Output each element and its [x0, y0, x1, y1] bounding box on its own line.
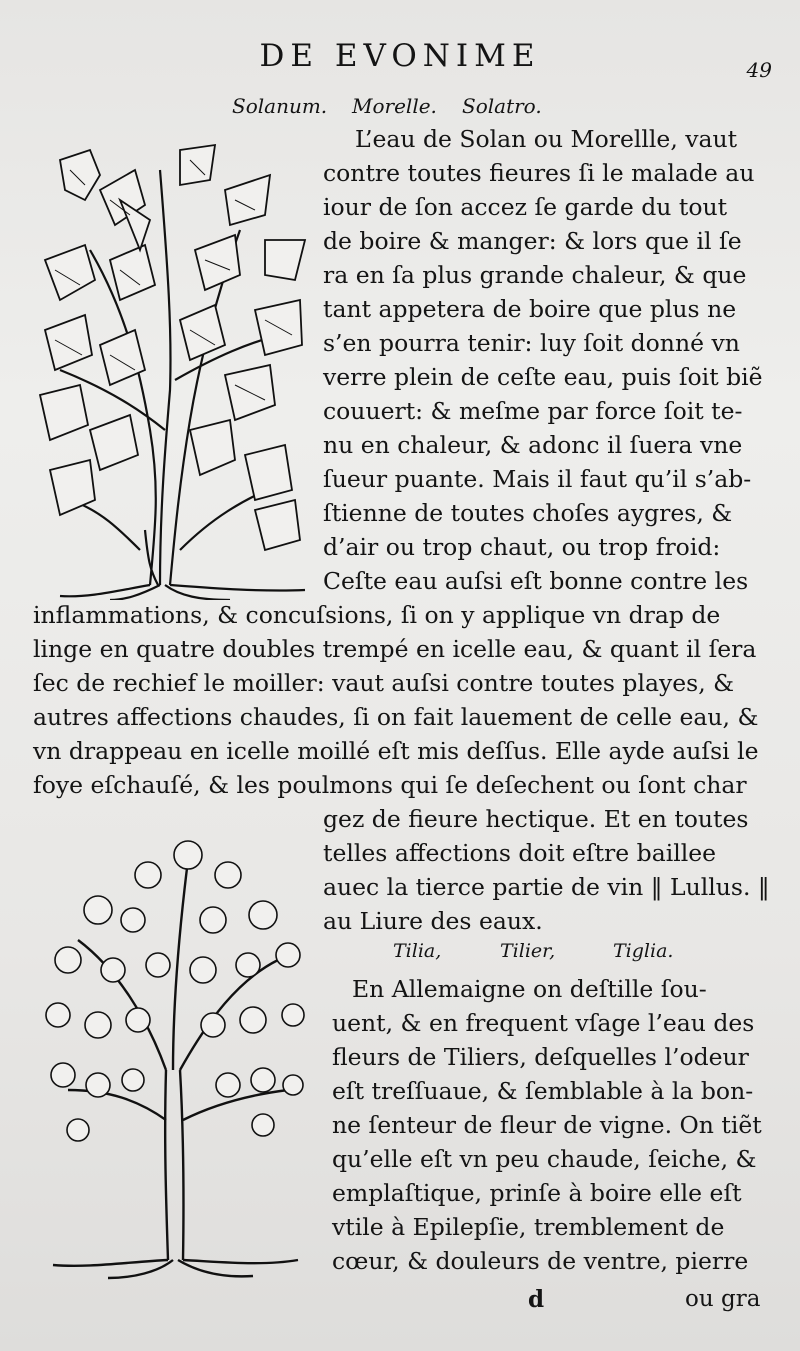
plant-name-french: Morelle.: [352, 94, 437, 118]
text-line: ne ſenteur de fleur de vigne. On tiẽt: [332, 1111, 762, 1139]
text-line: contre toutes fieures ſi le malade au: [323, 159, 755, 187]
text-line: cœur, & douleurs de ventre, pierre: [332, 1247, 749, 1275]
section-title-latin: Tilia,: [393, 940, 442, 962]
text-line: ſtienne de toutes choſes aygres, &: [323, 499, 733, 527]
signature-mark: d: [528, 1286, 545, 1313]
text-line: vn drappeau en icelle moillé eſt mis deſſus. Elle ayde auſsi le: [33, 737, 759, 765]
tilia-woodcut-illustration: [38, 820, 308, 1280]
text-line: tant appetera de boire que plus ne: [323, 295, 737, 323]
plant-name-italian: Solatro.: [462, 94, 542, 118]
text-line: d’air ou trop chaut, ou trop froid:: [323, 533, 721, 561]
page-number: 49: [746, 58, 772, 82]
text-line: linge en quatre doubles trempé en icelle eau, & quant il ſera: [33, 635, 757, 663]
text-line: L’eau de Solan ou Morellle, vaut: [355, 125, 738, 153]
text-line: de boire & manger: & lors que il ſe: [323, 227, 742, 255]
section-title-french: Tilier,: [500, 940, 556, 962]
text-line: inflammations, & concuſsions, ſi on y applique vn drap de: [33, 601, 721, 629]
text-line: uent, & en frequent vſage l’eau des: [332, 1009, 755, 1037]
text-line: couuert: & meſme par force ſoit te-: [323, 397, 743, 425]
text-line: ſueur puante. Mais il faut qu’il s’ab-: [323, 465, 752, 493]
text-line: gez de fieure hectique. Et en toutes: [323, 805, 749, 833]
text-line: En Allemaigne on deſtille ſou-: [352, 975, 707, 1003]
solanum-woodcut-illustration: [30, 130, 322, 600]
text-line: Ceſte eau auſsi eſt bonne contre les: [323, 567, 749, 595]
text-line: iour de ſon accez ſe garde du tout: [323, 193, 728, 221]
text-line: ra en ſa plus grande chaleur, & que: [323, 261, 747, 289]
text-line: emplaſtique, prinſe à boire elle eſt: [332, 1179, 742, 1207]
text-line: au Liure des eaux.: [323, 907, 543, 935]
text-line: autres affections chaudes, ſi on fait lauement de celle eau, &: [33, 703, 759, 731]
text-line: fleurs de Tiliers, deſquelles l’odeur: [332, 1043, 749, 1071]
running-title: DE EVONIME: [259, 38, 541, 74]
text-line: qu’elle eſt vn peu chaude, ſeiche, &: [332, 1145, 757, 1173]
text-line: telles affections doit eſtre baillee: [323, 839, 717, 867]
text-line: foye eſchauſé, & les poulmons qui ſe deſechent ou ſont char: [33, 771, 747, 799]
plant-name-latin: Solanum.: [232, 94, 328, 118]
catchword: ou gra: [685, 1286, 761, 1312]
text-line: auec la tierce partie de vin ‖ Lullus. ‖: [323, 873, 770, 901]
text-line: eſt treſſuaue, & ſemblable à la bon-: [332, 1077, 754, 1105]
text-line: verre plein de ceſte eau, puis ſoit biẽ: [323, 363, 763, 391]
text-line: vtile à Epilepſie, tremblement de: [332, 1213, 725, 1241]
section-title-italian: Tiglia.: [613, 940, 674, 962]
text-line: ſec de rechief le moiller: vaut auſsi contre toutes playes, &: [33, 669, 735, 697]
text-line: s’en pourra tenir: luy ſoit donné vn: [323, 329, 740, 357]
text-line: nu en chaleur, & adonc il ſuera vne: [323, 431, 743, 459]
